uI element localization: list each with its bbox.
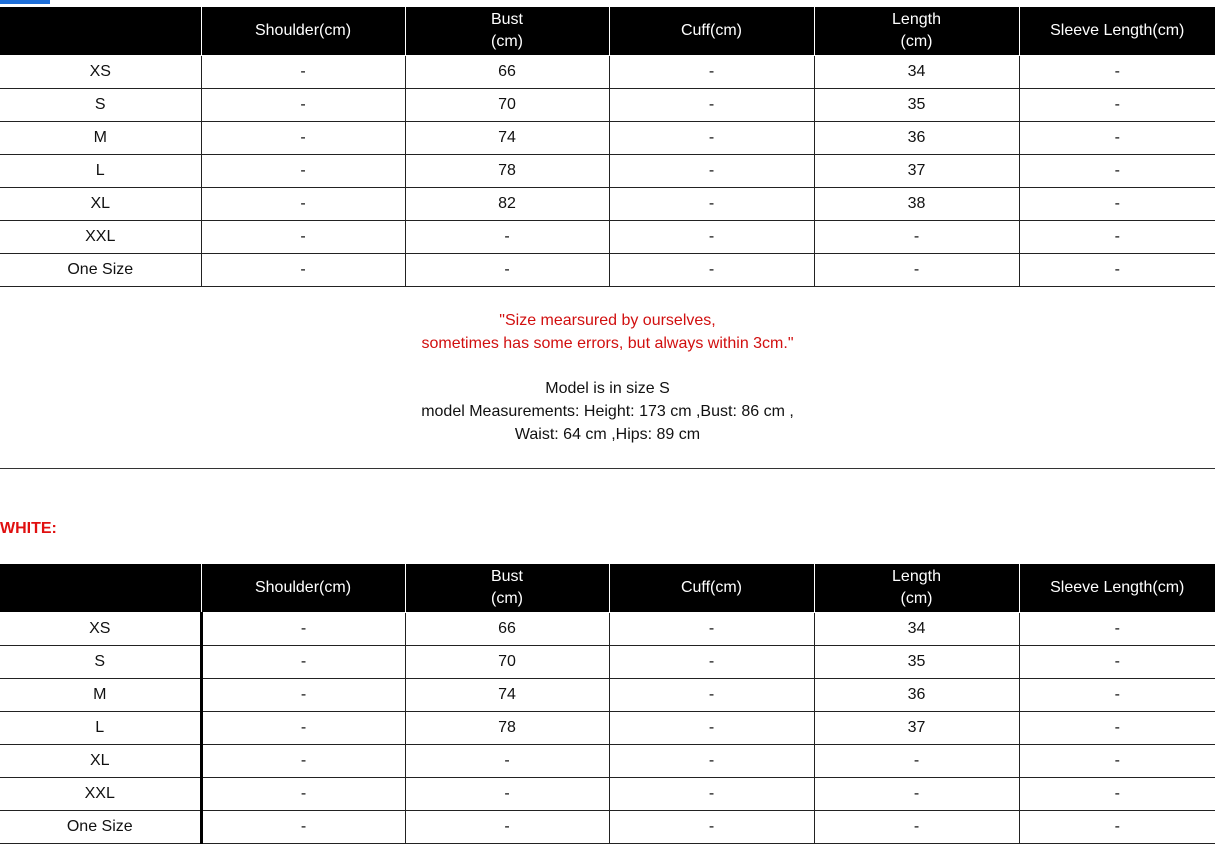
cell-size: One Size xyxy=(0,254,201,287)
cell-length: 36 xyxy=(814,679,1019,712)
cell-size: S xyxy=(0,89,201,122)
table-header-row xyxy=(0,564,1215,613)
cell-sleeve-length: - xyxy=(1019,155,1215,188)
size-disclaimer xyxy=(0,309,1215,355)
table-row xyxy=(0,188,1215,221)
cell-length: 35 xyxy=(814,646,1019,679)
cell-sleeve-length: - xyxy=(1019,646,1215,679)
table-row xyxy=(0,679,1215,712)
cell-length: - xyxy=(814,221,1019,254)
cell-size: M xyxy=(0,122,201,155)
cell-length: 34 xyxy=(814,56,1019,89)
cell-bust: 70 xyxy=(405,89,609,122)
cell-bust: - xyxy=(405,254,609,287)
cell-shoulder: - xyxy=(201,679,405,712)
color-section-label: WHITE: xyxy=(0,520,57,537)
cell-cuff: - xyxy=(609,89,814,122)
cell-length: 36 xyxy=(814,122,1019,155)
cell-sleeve-length: - xyxy=(1019,778,1215,811)
table-row xyxy=(0,56,1215,89)
cell-cuff: - xyxy=(609,122,814,155)
cell-bust: 66 xyxy=(405,56,609,89)
cell-cuff: - xyxy=(609,613,814,646)
model-measurements-line: model Measurements: Height: 173 cm ,Bust: 86 cm , xyxy=(421,403,794,420)
table-row xyxy=(0,89,1215,122)
cell-size: XXL xyxy=(0,778,201,811)
header-cell-cuff: Cuff(cm) xyxy=(609,564,814,613)
model-measurements-line-2: Waist: 64 cm ,Hips: 89 cm xyxy=(514,426,701,443)
table-row xyxy=(0,122,1215,155)
cell-bust: - xyxy=(405,221,609,254)
cell-bust: - xyxy=(405,811,609,844)
cell-size: L xyxy=(0,155,201,188)
cell-shoulder: - xyxy=(201,778,405,811)
header-cell-shoulder: Shoulder(cm) xyxy=(201,7,405,56)
cell-sleeve-length: - xyxy=(1019,56,1215,89)
cell-cuff: - xyxy=(609,646,814,679)
top-tab-accent xyxy=(0,0,50,4)
cell-size: One Size xyxy=(0,811,201,844)
cell-length: 34 xyxy=(814,613,1019,646)
cell-sleeve-length: - xyxy=(1019,221,1215,254)
cell-size: XXL xyxy=(0,221,201,254)
cell-shoulder: - xyxy=(201,646,405,679)
table-row xyxy=(0,254,1215,287)
table-row xyxy=(0,778,1215,811)
cell-bust: - xyxy=(405,745,609,778)
cell-length: - xyxy=(814,254,1019,287)
cell-bust: - xyxy=(405,778,609,811)
cell-bust: 74 xyxy=(405,122,609,155)
cell-sleeve-length: - xyxy=(1019,89,1215,122)
header-cell-length: Length (cm) xyxy=(814,564,1019,613)
header-cell-bust: Bust (cm) xyxy=(405,564,609,613)
cell-length: 35 xyxy=(814,89,1019,122)
table-row xyxy=(0,712,1215,745)
cell-bust: 82 xyxy=(405,188,609,221)
cell-sleeve-length: - xyxy=(1019,712,1215,745)
cell-shoulder: - xyxy=(201,89,405,122)
cell-sleeve-length: - xyxy=(1019,613,1215,646)
cell-cuff: - xyxy=(609,155,814,188)
cell-bust: 78 xyxy=(405,155,609,188)
header-cell-bust: Bust (cm) xyxy=(405,7,609,56)
header-cell-cuff: Cuff(cm) xyxy=(609,7,814,56)
table-row xyxy=(0,613,1215,646)
cell-sleeve-length: - xyxy=(1019,254,1215,287)
cell-length: 37 xyxy=(814,712,1019,745)
table-row xyxy=(0,745,1215,778)
header-cell-size xyxy=(0,564,201,613)
cell-size: M xyxy=(0,679,201,712)
cell-sleeve-length: - xyxy=(1019,679,1215,712)
cell-bust: 70 xyxy=(405,646,609,679)
cell-size: L xyxy=(0,712,201,745)
cell-size: XL xyxy=(0,188,201,221)
size-table-2 xyxy=(0,564,1215,844)
cell-cuff: - xyxy=(609,188,814,221)
table-row xyxy=(0,221,1215,254)
cell-length: 38 xyxy=(814,188,1019,221)
cell-bust: 66 xyxy=(405,613,609,646)
cell-sleeve-length: - xyxy=(1019,811,1215,844)
header-cell-size xyxy=(0,7,201,56)
disclaimer-line-2: sometimes has some errors, but always within 3cm." xyxy=(421,335,794,352)
cell-shoulder: - xyxy=(201,254,405,287)
cell-cuff: - xyxy=(609,254,814,287)
cell-shoulder: - xyxy=(201,811,405,844)
cell-shoulder: - xyxy=(201,155,405,188)
cell-shoulder: - xyxy=(201,613,405,646)
cell-shoulder: - xyxy=(201,56,405,89)
cell-sleeve-length: - xyxy=(1019,745,1215,778)
cell-cuff: - xyxy=(609,745,814,778)
size-table-1 xyxy=(0,7,1215,287)
cell-shoulder: - xyxy=(201,122,405,155)
model-size-line: Model is in size S xyxy=(545,380,670,397)
cell-shoulder: - xyxy=(201,712,405,745)
table-row xyxy=(0,646,1215,679)
cell-shoulder: - xyxy=(201,221,405,254)
disclaimer-line-1: "Size mearsured by ourselves, xyxy=(499,312,716,329)
cell-size: XL xyxy=(0,745,201,778)
header-cell-sleeve-length: Sleeve Length(cm) xyxy=(1019,564,1215,613)
cell-length: - xyxy=(814,745,1019,778)
cell-length: - xyxy=(814,811,1019,844)
cell-shoulder: - xyxy=(201,188,405,221)
header-cell-length: Length (cm) xyxy=(814,7,1019,56)
model-measurements xyxy=(0,377,1215,446)
cell-cuff: - xyxy=(609,56,814,89)
cell-size: XS xyxy=(0,613,201,646)
table-row xyxy=(0,155,1215,188)
header-cell-shoulder: Shoulder(cm) xyxy=(201,564,405,613)
cell-length: 37 xyxy=(814,155,1019,188)
cell-length: - xyxy=(814,778,1019,811)
cell-cuff: - xyxy=(609,221,814,254)
cell-bust: 74 xyxy=(405,679,609,712)
cell-bust: 78 xyxy=(405,712,609,745)
header-cell-sleeve-length: Sleeve Length(cm) xyxy=(1019,7,1215,56)
table-row xyxy=(0,811,1215,844)
table-header-row xyxy=(0,7,1215,56)
cell-cuff: - xyxy=(609,778,814,811)
cell-cuff: - xyxy=(609,679,814,712)
cell-shoulder: - xyxy=(201,745,405,778)
cell-cuff: - xyxy=(609,811,814,844)
section-divider xyxy=(0,468,1215,469)
cell-sleeve-length: - xyxy=(1019,188,1215,221)
cell-cuff: - xyxy=(609,712,814,745)
cell-sleeve-length: - xyxy=(1019,122,1215,155)
cell-size: S xyxy=(0,646,201,679)
cell-size: XS xyxy=(0,56,201,89)
